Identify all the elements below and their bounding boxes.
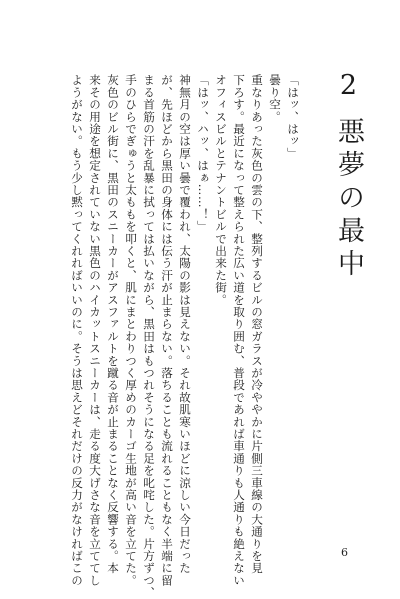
- text-line: 手のひらでぎゅうと太ももを叩くと、肌にまとわりつく厚めのカーゴ生地が高い音を立てた。: [124, 74, 138, 587]
- text-line: 来その用途を想定されていない黒色のハイカットスニーカーは、走る度大げさな音を立ててし: [88, 74, 102, 587]
- text-line: ようがない。もう少し黙ってくれればいいのに。そうは思えどそれだけの反力がなければこの: [70, 74, 84, 587]
- chapter-number: 2: [339, 72, 358, 99]
- chapter-title: 悪夢の最中: [333, 117, 364, 282]
- text-line: オフィスビルとテナントビルで出来た街。: [214, 74, 228, 306]
- text-line: 「はッ、ハッ、はぁ……！」: [196, 74, 210, 233]
- text-line: 神無月の空は厚い曇で覆われ、太陽の影は見えない。それ故肌寒いほどに涼しい今日だった: [178, 74, 192, 575]
- text-line: が、先ほどから黒田の身体には伝う汗が止まらない。落ちることも流れることもなく半端に留: [160, 74, 174, 587]
- page-number: 6: [341, 546, 348, 559]
- body-text: [68, 74, 302, 599]
- text-line: 下ろす。最近になって整えられた広い道を取り囲む、普段であれば車通りも人通りも絶えない: [232, 74, 246, 587]
- text-line: 「はッ、はッ」: [286, 74, 300, 160]
- chapter-heading: [335, 72, 362, 282]
- text-line: 灰色のビル街に、黒田のスニーカーがアスファルトを蹴る音が止まることなく反響する。本: [106, 74, 120, 575]
- text-line: 重なりあった灰色の雲の下、整列するビルの窓ガラスが冷ややかに片側三車線の大通りを見: [250, 74, 264, 575]
- text-line: 曇り空。: [268, 74, 282, 123]
- text-line: まる首筋の汗を乱暴に拭っては払いながら、黒田はもつれそうになる足を叱咤した。片方ずつ、: [142, 74, 156, 599]
